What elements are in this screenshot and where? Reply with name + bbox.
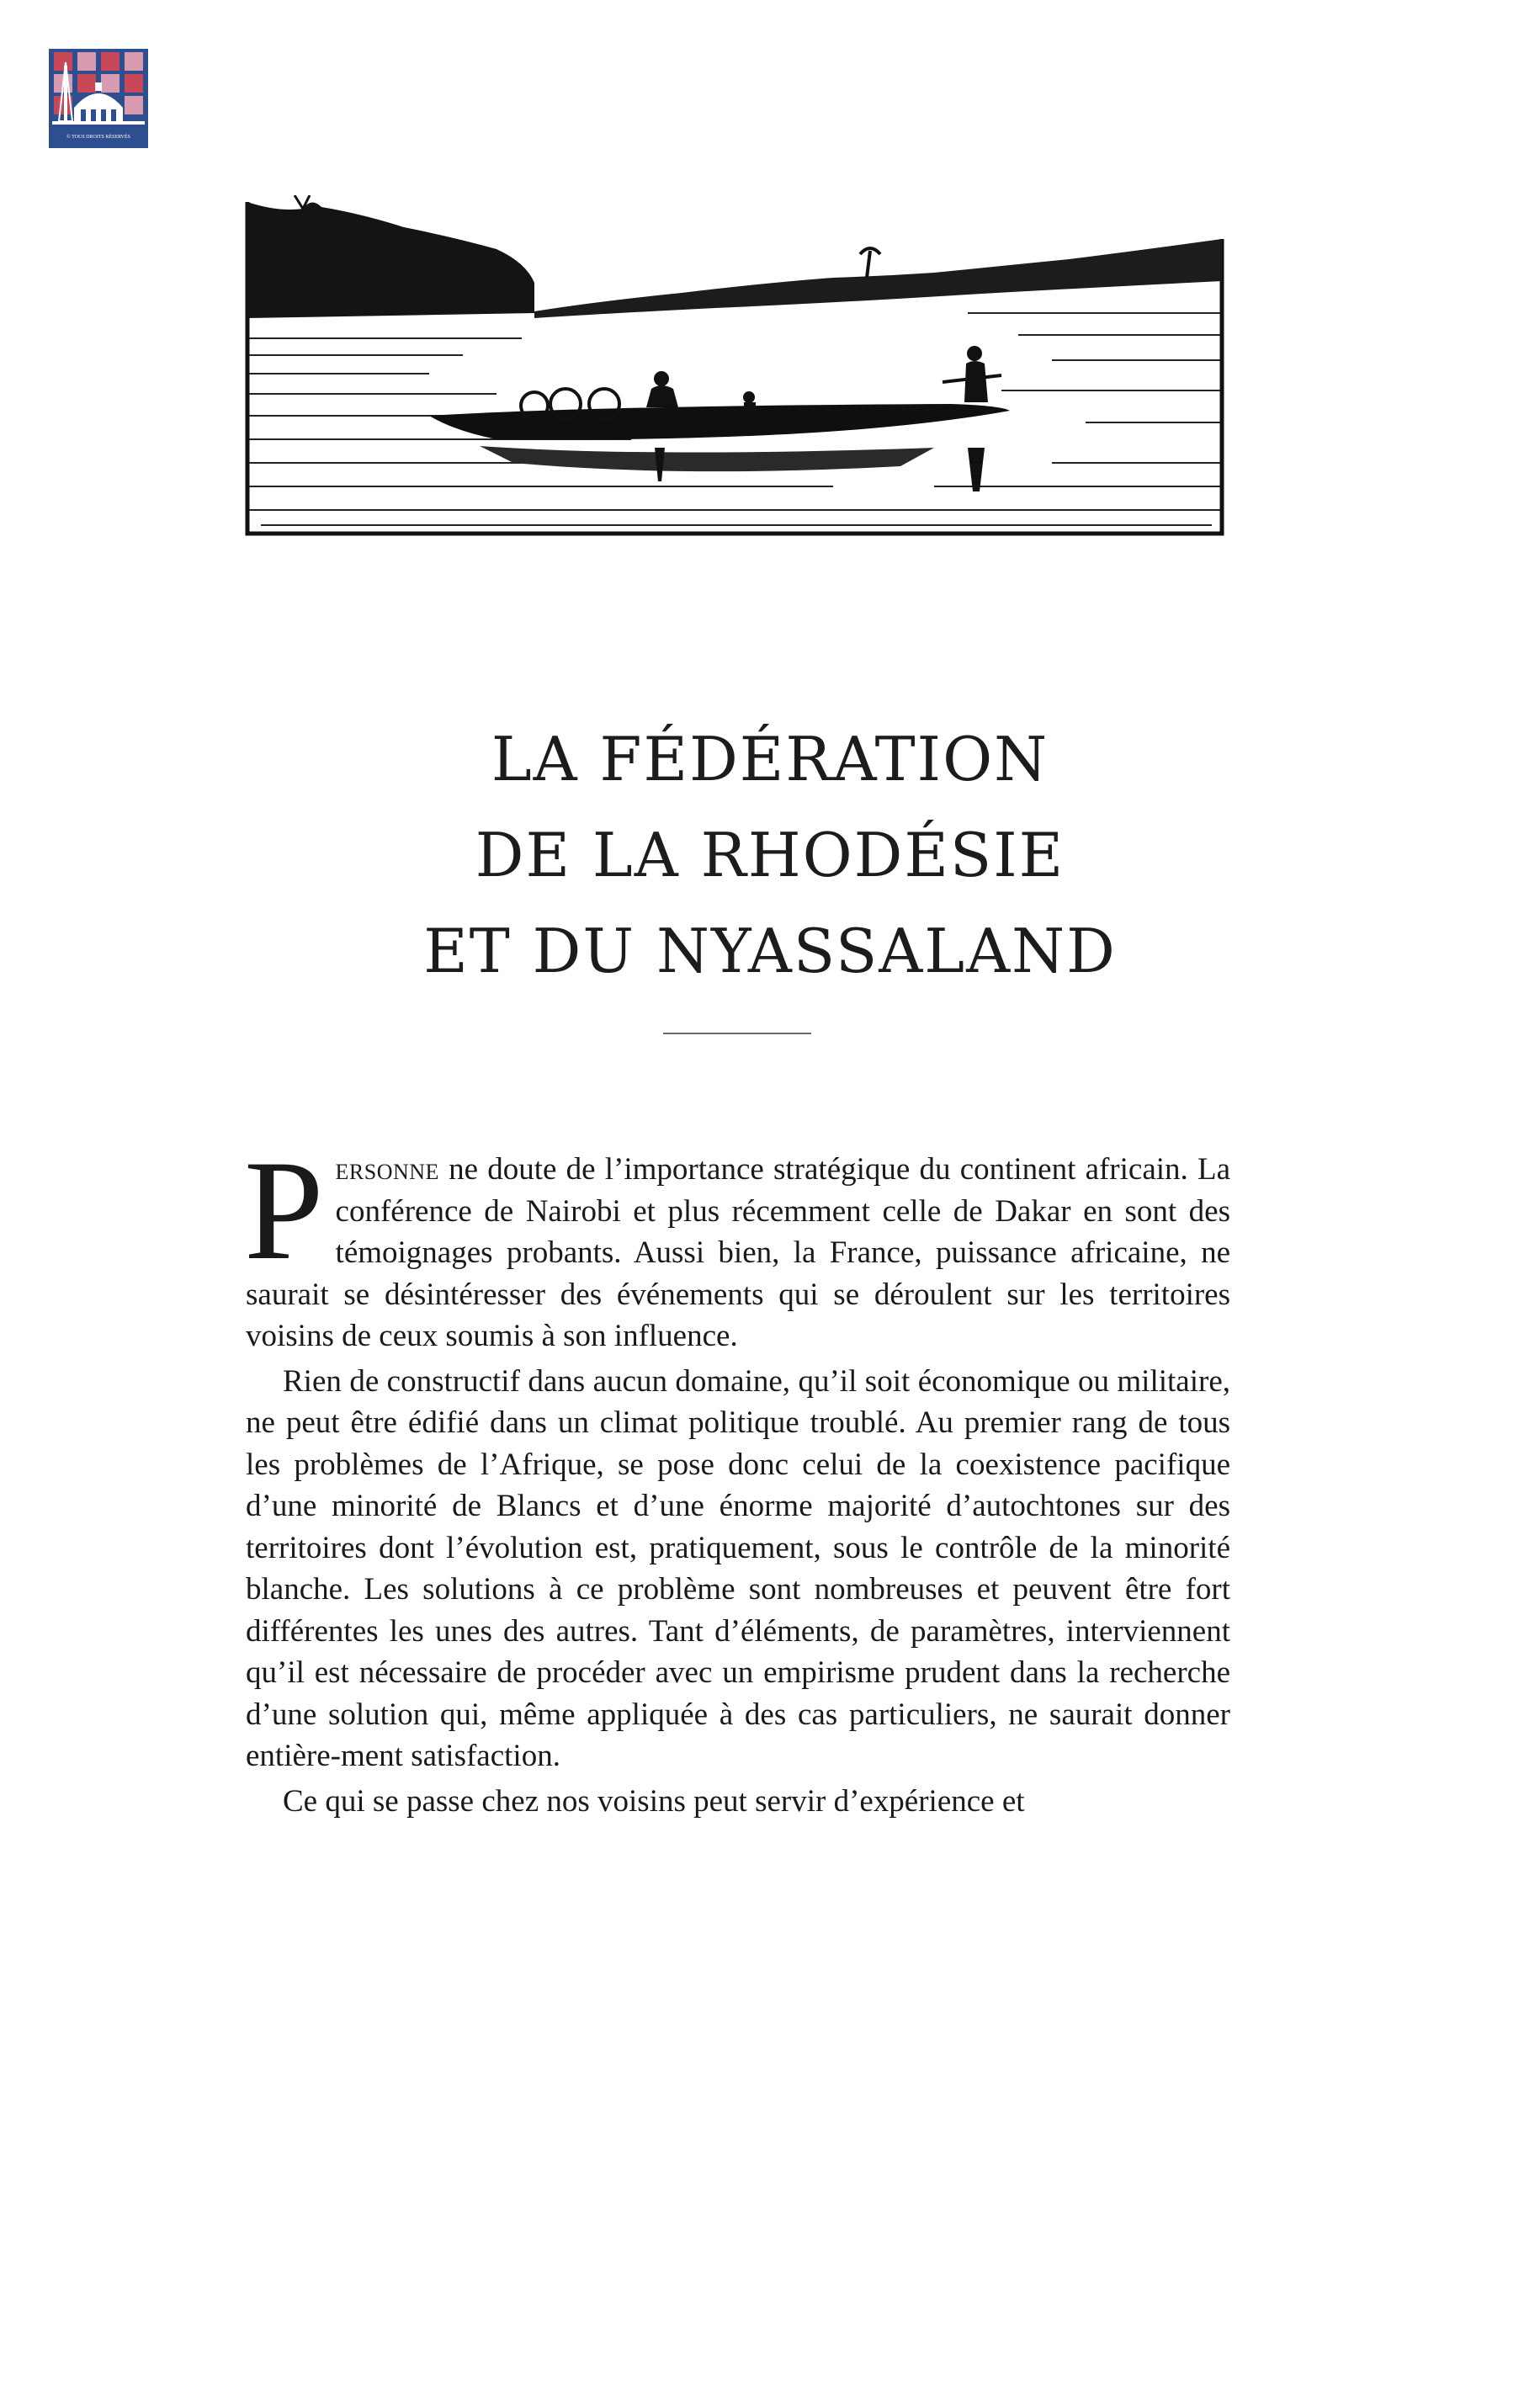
river-canoe-illustration	[244, 195, 1225, 540]
paragraph-1-text: ne doute de l’importance stratégique du continent africain. La conférence de Nairobi et plus récemment celle de Dakar en sont des témoignages probants. Aussi bien, la France, puissance africaine, ne saurait se désintéresser des événements qui se déroulent sur les territoires voisins de ceux soumis à son influence.	[246, 1152, 1230, 1353]
title-line-1: LA FÉDÉRATION	[491, 724, 1049, 794]
title-divider	[663, 1033, 811, 1034]
publisher-logo	[49, 49, 148, 148]
river-canoe-engraving-icon	[244, 195, 1225, 540]
paragraph-2: Rien de constructif dans aucun domaine, qu’il soit économique ou militaire, ne peut être édifié dans un climat politique troublé. Au premier rang de tous les problèmes de l’Afrique, se pose donc celui de la coexistence pacifique d’une minorité de Blancs et d’une énorme majorité d’autochtones sur des territoires dont l’évolution est, pratiquement, sous le contrôle de la minorité blanche. Les solutions à ce problème sont nombreuses et peuvent être fort différentes les unes des autres. Tant d’éléments, de paramètres, interviennent qu’il est nécessaire de procéder avec un empirisme prudent dans la recherche d’une solution qui, même appliquée à des cas particuliers, ne saurait donner entière-ment satisfaction.	[246, 1363, 1230, 1773]
paragraph-3: Ce qui se passe chez nos voisins peut servir d’expérience et	[283, 1783, 1025, 1819]
lead-word: ersonne	[335, 1152, 439, 1187]
article-body	[244, 1131, 1230, 1822]
drop-cap: P	[244, 1131, 324, 1289]
title-line-3: ET DU NYASSALAND	[423, 916, 1117, 986]
paragraph-1	[244, 1131, 1230, 1357]
page-title	[0, 711, 1540, 999]
title-line-2: DE LA RHODÉSIE	[475, 820, 1065, 890]
logo-caption: © TOUS DROITS RÉSERVÉS	[66, 135, 130, 140]
